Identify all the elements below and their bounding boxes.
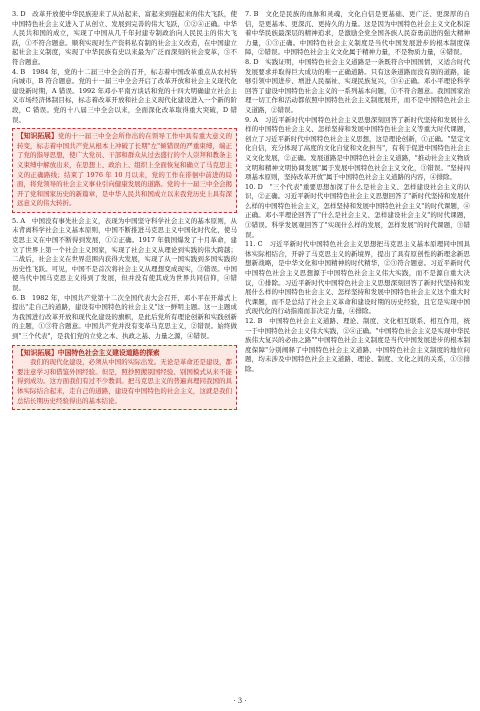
answer-columns (12, 10, 470, 414)
knowledge-extension-2-header (17, 349, 232, 359)
knowledge-extension-tag: 【知识拓展】 (17, 348, 58, 357)
knowledge-extension-text: 党的十一届三中全会所作出的在领导工作中具有重大意义的转变，标志着中国共产党从根本上冲破了长期"左"倾错误的严重束缚，端正了党的指导思想，使广大党员、干部和群众从过去盛行的个人崇拜和教条主义束缚中解放出来，在思想上、政治上、组织上全面恢复和确立了马克思主义的正确路线；结束了 1976 年 10 月以来，党的工作在徘徊中前进的局面，将党领导的社会主义事业引向健康发展的道路。党的十一届三中全会揭开了党和国家历史的新篇章，是中华人民共和国成立以来我党历史上具有深远意义的伟大转折。 (17, 132, 232, 208)
answer-7: 7. B 文化是民族的血脉和灵魂，文化自信是更基础、更广泛、更深厚的自信，是更基本、更深沉、更持久的力量。这是因为中国特色社会主义文化积淀着中华民族最深层的精神追求，是激励全党全国各族人民奋勇前进的强大精神力量，①③正确。中国特色社会主义制度是当代中国发展进步的根本制度保障，②错误。中国特色社会主义文化属于精神力量，不是物质力量，④错误。 (245, 10, 470, 57)
answer-11: 11. C 习近平新时代中国特色社会主义思想把马克思主义基本原理同中国具体实际相结合，开辟了马克思主义的新境界，提出了具有原创性的新理念新思想新战略，是中华文化和中国精神的时代精华，②③符合题意。习近平新时代中国特色社会主义思想源于中国特色社会主义伟大实践，而不是源自重大决议，①排除。习近平新时代中国特色社会主义思想深刻回答了新时代坚持和发展什么样的中国特色社会主义、怎样坚持和发展中国特色社会主义这个重大时代课题，而不是总结了社会主义革命和建设时期的历史经验，且它是实现中国式现代化的行动指南而非决定力量，④排除。 (245, 240, 470, 316)
answer-4: 4. B 1984 年，党的十二届三中全会的召开，标志着中国改革重点从农村转向城市，B 符合题意。党的十一届三中全会开启了改革开放和社会主义现代化建设新时期，A 错误。1992 年邓小平南方谈话和党的十四大明确建立社会主义市场经济体制目标，标志着改革开放和社会主义现代化建设进入一个新的阶段，C 错误。党的十八届三中全会以来，全面深化改革取得重大突破，D 错误。 (12, 67, 237, 124)
knowledge-extension-tag: 【知识拓展】 (17, 132, 58, 141)
knowledge-extension-box-2 (12, 345, 237, 411)
knowledge-extension-1 (17, 132, 232, 209)
left-column (12, 10, 237, 414)
knowledge-extension-title: 中国特色社会主义建设道路的探索 (57, 348, 160, 357)
answer-5: 5. A 中国没有事先社会主义，表现为中国坚守科学社会主义的基本原则，从未背离科学社会主义基本原则，中国不断推进马克思主义中国化时代化，使马克思主义在中国不断得到发展，①②正确。1917 年俄国爆发了十月革命，建立了世界上第一个社会主义国家，实现了社会主义从理论到实践的伟大跨越；二战后，社会主义在世界范围内获得大发展，实现了从一国实践到多国实践的历史性飞跃。可见，中国不是首次将社会主义从理想变成现实，③错误。中国使当代中国马克思主义得到了发展，但并没有使其成为世界共同信仰，④错误。 (12, 216, 237, 293)
knowledge-extension-text: 我们的现代化建设，必须从中国的实际出发。无论是革命还是建设，都要注意学习和借鉴外国经验。但是，照抄照搬别国经验、别国模式从来不能得到成功。这方面我们有过不少教训。把马克思主义的普遍真理同我国的具体实际结合起来，走自己的道路，建设有中国特色的社会主义，这就是我们总结长期历史经验得出的基本结论。 (17, 358, 232, 405)
answer-12: 12. B 中国特色社会主义道路、理论、制度、文化相互联系、相互作用，统一于中国特色社会主义伟大实践，②④正确。"中国特色社会主义是实现中华民族伟大复兴的必由之路""中国特色社会主义制度是当代中国发展进步的根本制度保障"分别阐释了中国特色社会主义道路、中国特色社会主义制度的地位问题，均未涉及中国特色社会主义道路、理论、制度、文化之间的关系，①③排除。 (245, 317, 470, 373)
knowledge-extension-box-1 (12, 128, 237, 213)
answer-10: 10. D "三个代表"重要思想加深了什么是社会主义、怎样建设社会主义的认识，②正确。习近平新时代中国特色社会主义思想回答了"新时代坚持和发展什么样的中国特色社会主义，怎样坚持和发展中国特色社会主义"的时代课题，④正确。邓小平理论回答了"什么是社会主义、怎样建设社会主义"的时代课题，①错误。科学发展观回答了"实现什么样的发展，怎样发展"的时代课题，③错误。 (245, 182, 470, 239)
answer-8: 8. D 实践证明，中国特色社会主义道路是一条既符合中国国情，又适合时代发展要求并取得巨大成功的唯一正确道路。只有这条道路而没有别的道路，能够引领中国进步、增进人民福祉、实现民族复兴，③④正确。邓小平理论科学回答了建设中国特色社会主义的一系列基本问题，①不符合题意。我国国家治理一切工作和活动都依照中国特色社会主义制度展开，而不是中国特色社会主义道路，②错误。 (245, 57, 470, 114)
right-column (245, 10, 470, 414)
answer-3: 3. D 改革开放使中华民族迎来了从站起来、富起来到强起来的伟大飞跃，使中国特色社会主义进入了从创立、发展到完善的伟大飞跃，①②④正确。中华人民共和国的成立，实现了中国从几千年封建专制政治向人民民主的伟大飞跃，①不符合题意。顺利实现对生产资料私有制的社会主义改造，在中国建立起社会主义制度，实现了中华民族有史以来最为广泛而深刻的社会变革，③不符合题意。 (12, 10, 237, 66)
answer-6: 6. B 1982 年，中国共产党第十二次全国代表大会召开，邓小平在开幕式上提出"走自己的道路，建设有中国特色的社会主义"这一鲜明主题。这一主题成为我国进行改革开放和现代化建设的旗帜，是此后党所有理论创新和实践创新的主题，①③符合题意。中国共产党并没有变革马克思主义，②错误。始终做到"三个代表"，是我们党的立党之本、执政之基、力量之源，④错误。 (12, 293, 237, 340)
page-number: · 3 · (233, 697, 247, 705)
answer-9: 9. A 习近平新时代中国特色社会主义思想深刻回答了新时代坚持和发展什么样的中国特色社会主义、怎样坚持和发展中国特色社会主义等重大时代课题，创立了习近平新时代中国特色社会主义思想，这是理论创新，①正确。"坚定文化自信，充分体现了高度的文化自觉和文化担当"，有利于促进中国特色社会主义文化发展，②正确。发展道路是中国特色社会主义道路，"推动社会主义物质文明和精神文明协调发展"属于发展中国特色社会主义文化，③错误。"坚持四项基本原则，坚持改革开放"属于中国特色社会主义道路的内容，④排除。 (245, 115, 470, 182)
